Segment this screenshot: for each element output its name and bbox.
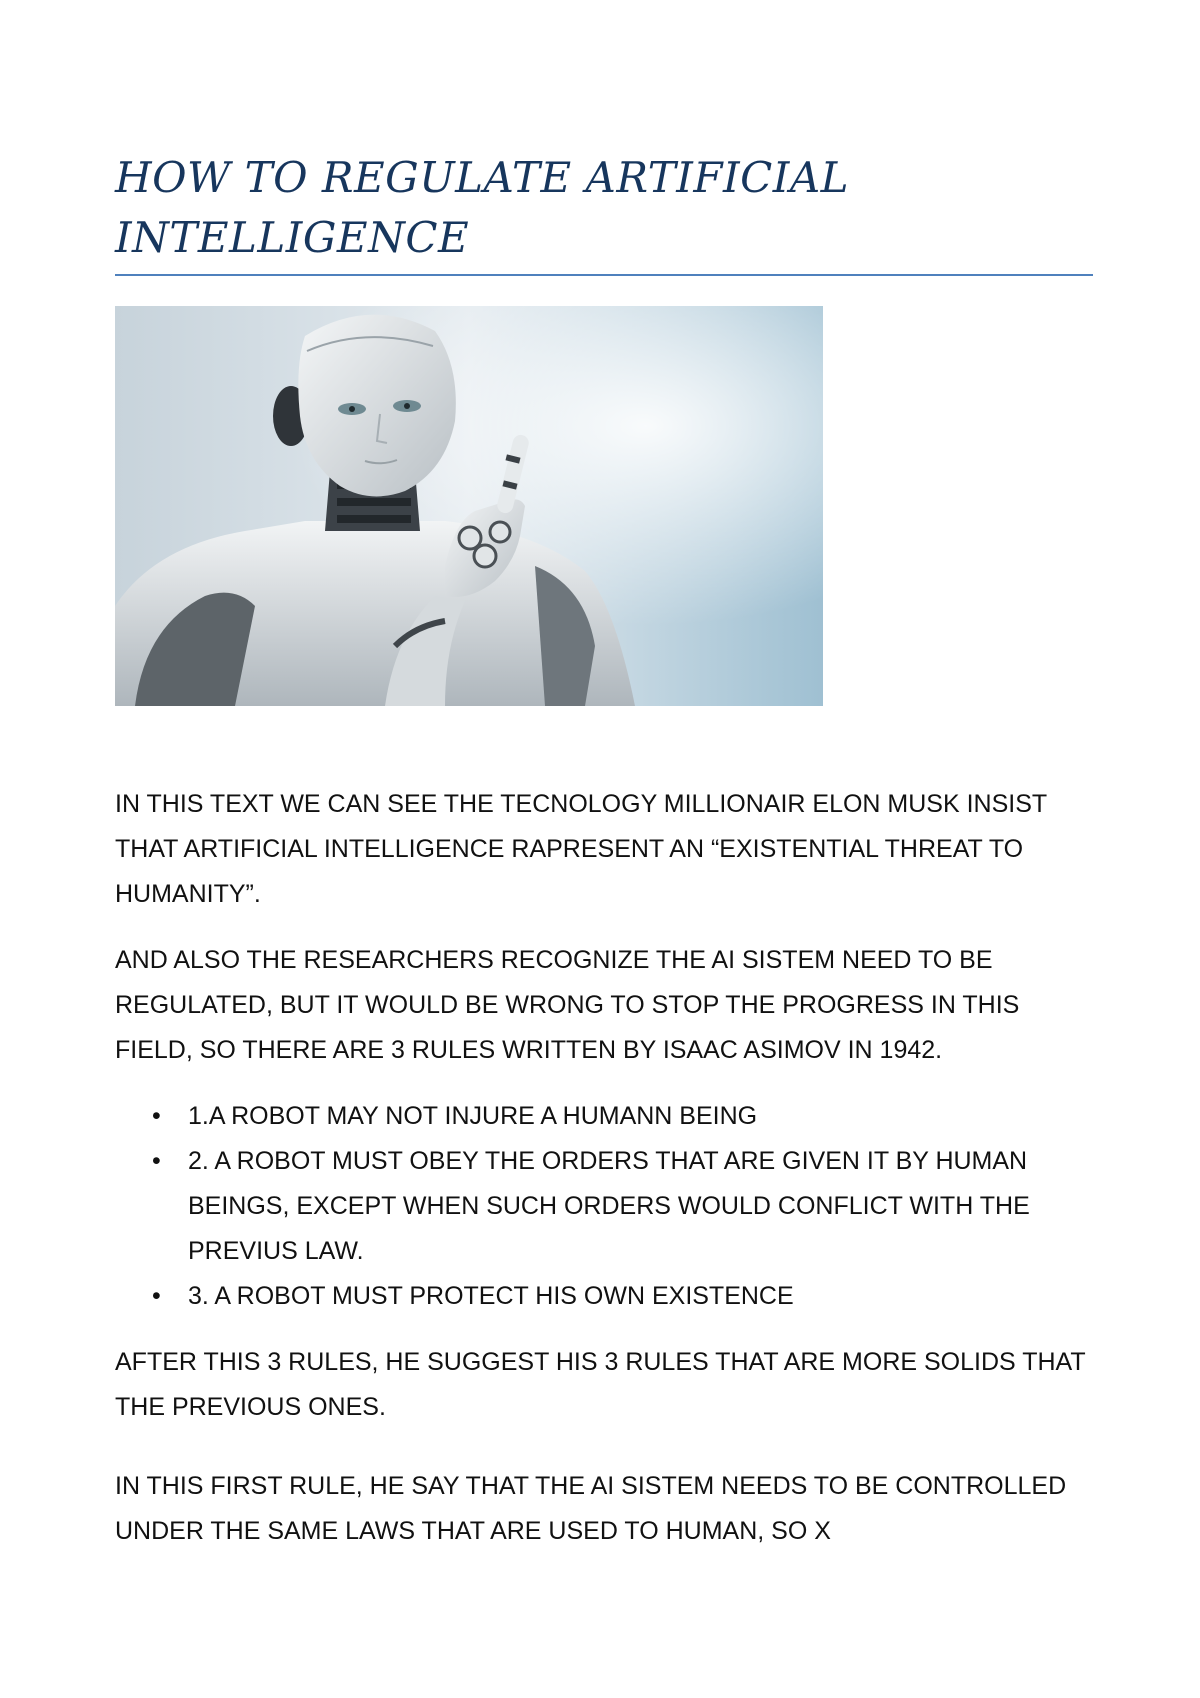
list-item: [115, 1274, 1095, 1319]
first-rule-paragraph: IN THIS FIRST RULE, HE SAY THAT THE AI SISTEM NEEDS TO BE CONTROLLED UNDER THE SAME LAWS THAT ARE USED TO HUMAN, SO X: [115, 1472, 1067, 1545]
bullet-icon: •: [152, 1147, 161, 1175]
document-title: HOW TO REGULATE ARTIFICIAL INTELLIGENCE: [115, 153, 850, 262]
asimov-rules-list: [115, 1094, 1095, 1319]
title-underline: [115, 274, 1093, 276]
rule-text: 2. A ROBOT MUST OBEY THE ORDERS THAT ARE GIVEN IT BY HUMAN BEINGS, EXCEPT WHEN SUCH ORDERS WOULD CONFLICT WITH THE PREVIUS LAW.: [188, 1147, 1030, 1265]
list-item: [115, 1139, 1095, 1274]
bullet-icon: •: [152, 1282, 161, 1310]
bullet-icon: •: [152, 1102, 161, 1130]
intro-paragraph: IN THIS TEXT WE CAN SEE THE TECNOLOGY MILLIONAIR ELON MUSK INSIST THAT ARTIFICIAL INTELLIGENCE RAPRESENT AN “EXISTENTIAL THREAT TO HUMANITY”.: [115, 790, 1047, 908]
rule-text: 3. A ROBOT MUST PROTECT HIS OWN EXISTENCE: [188, 1282, 794, 1310]
humanoid-robot-photo: [115, 306, 823, 706]
robot-illustration: [115, 306, 823, 706]
rule-text: 1.A ROBOT MAY NOT INJURE A HUMANN BEING: [188, 1102, 758, 1130]
list-item: [115, 1094, 1095, 1139]
researchers-paragraph: AND ALSO THE RESEARCHERS RECOGNIZE THE AI SISTEM NEED TO BE REGULATED, BUT IT WOULD BE WRONG TO STOP THE PROGRESS IN THIS FIELD, SO THERE ARE 3 RULES WRITTEN BY ISAAC ASIMOV IN 1942.: [115, 946, 1020, 1064]
suggestion-paragraph: AFTER THIS 3 RULES, HE SUGGEST HIS 3 RULES THAT ARE MORE SOLIDS THAT THE PREVIOUS ONES.: [115, 1348, 1086, 1421]
